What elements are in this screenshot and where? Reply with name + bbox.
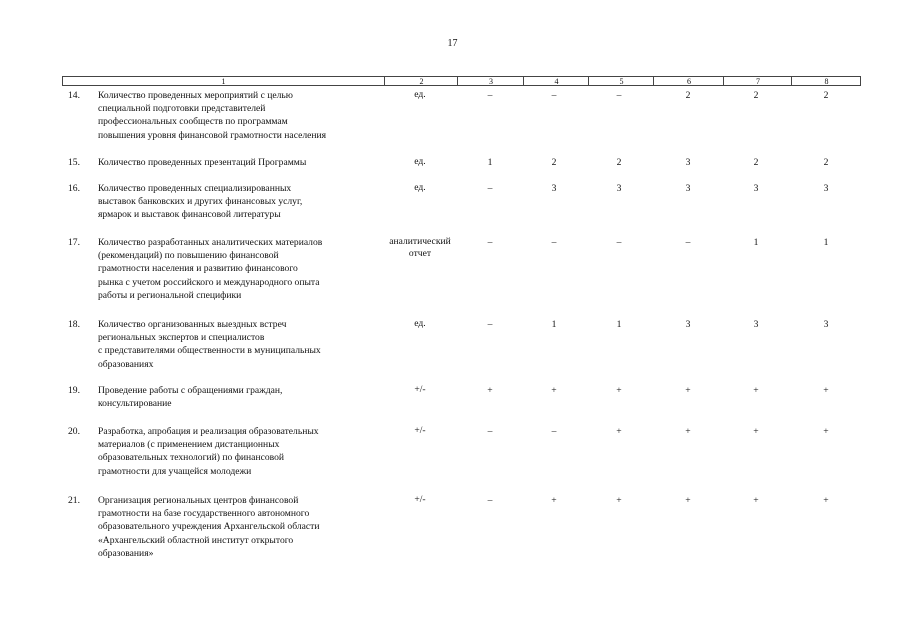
row-number: 17. (68, 237, 80, 248)
row-number: 16. (68, 183, 80, 194)
unit-line: ед. (414, 182, 426, 193)
row-number: 21. (68, 495, 80, 506)
value-col-7: + (753, 426, 759, 437)
value-col-7: 2 (753, 157, 759, 168)
value-col-3: – (487, 319, 493, 330)
row-unit (384, 182, 456, 194)
description-line: Количество проведенных презентаций Программы (98, 157, 307, 168)
header-cell-7: 7 (723, 77, 792, 86)
description-line: консультирование (98, 398, 172, 410)
value-col-8: 2 (823, 90, 829, 101)
value-col-5: 3 (616, 183, 622, 194)
value-col-5: + (616, 495, 622, 506)
row-unit (384, 494, 456, 506)
row-description (98, 89, 388, 142)
row-number: 15. (68, 157, 80, 168)
row-description (98, 425, 388, 478)
value-col-6: – (685, 237, 691, 248)
description-line: Количество проведенных мероприятий с целью (98, 90, 293, 101)
description-line: Количество проведенных специализированных (98, 183, 292, 194)
unit-line: +/- (414, 494, 426, 505)
value-col-8: 3 (823, 183, 829, 194)
row-unit (384, 318, 456, 330)
value-col-8: 3 (823, 319, 829, 330)
value-col-6: 2 (685, 90, 691, 101)
table-header (62, 76, 861, 86)
value-col-8: + (823, 385, 829, 396)
value-col-3: – (487, 237, 493, 248)
unit-line: +/- (414, 425, 426, 436)
description-line: образовательных технологий) по финансовой (98, 452, 285, 464)
description-line: работы и региональной специфики (98, 289, 242, 301)
unit-line: ед. (414, 156, 426, 167)
row-number: 20. (68, 426, 80, 437)
description-line: грамотности для учащейся молодежи (98, 465, 252, 477)
value-col-5: + (616, 385, 622, 396)
value-col-3: – (487, 426, 493, 437)
description-line: повышения уровня финансовой грамотности населения (98, 129, 327, 141)
value-col-5: 2 (616, 157, 622, 168)
row-unit (384, 384, 456, 396)
value-col-3: + (487, 385, 493, 396)
value-col-5: + (616, 426, 622, 437)
description-line: выставок банковских и других финансовых услуг, (98, 196, 303, 208)
header-cell-5: 5 (588, 77, 654, 86)
value-col-7: + (753, 385, 759, 396)
value-col-5: 1 (616, 319, 622, 330)
description-line: ярмарок и выставок финансовой литературы (98, 209, 281, 221)
value-col-7: 1 (753, 237, 759, 248)
row-unit (384, 89, 456, 101)
row-description (98, 182, 388, 222)
value-col-4: 2 (551, 157, 557, 168)
description-line: Проведение работы с обращениями граждан, (98, 385, 283, 396)
row-unit (384, 156, 456, 168)
header-cell-2: 2 (384, 77, 458, 86)
row-description (98, 236, 388, 302)
value-col-4: + (551, 385, 557, 396)
description-line: специальной подготовки представителей (98, 103, 266, 115)
row-description (98, 318, 388, 371)
header-cell-1: 1 (221, 77, 226, 86)
description-line: региональных экспертов и специалистов (98, 332, 265, 344)
header-cell-8: 8 (791, 77, 861, 86)
value-col-6: + (685, 495, 691, 506)
value-col-8: 1 (823, 237, 829, 248)
value-col-5: – (616, 90, 622, 101)
description-line: образованиях (98, 358, 154, 370)
description-line: Количество организованных выездных встреч (98, 319, 287, 330)
value-col-6: 3 (685, 157, 691, 168)
description-line: материалов (с применением дистанционных (98, 439, 280, 451)
row-description (98, 156, 388, 169)
unit-line: +/- (414, 384, 426, 395)
value-col-7: 3 (753, 183, 759, 194)
value-col-3: – (487, 495, 493, 506)
row-unit (384, 425, 456, 437)
value-col-4: – (551, 90, 557, 101)
value-col-4: 3 (551, 183, 557, 194)
value-col-3: 1 (487, 157, 493, 168)
header-cell-4: 4 (523, 77, 589, 86)
description-line: Разработка, апробация и реализация образовательных (98, 426, 319, 437)
row-description (98, 494, 388, 560)
value-col-4: 1 (551, 319, 557, 330)
value-col-3: – (487, 183, 493, 194)
value-col-7: 3 (753, 319, 759, 330)
value-col-5: – (616, 237, 622, 248)
unit-line: аналитический (389, 236, 451, 247)
unit-line: отчет (408, 248, 432, 259)
value-col-6: 3 (685, 319, 691, 330)
unit-line: ед. (414, 318, 426, 329)
value-col-4: – (551, 426, 557, 437)
description-line: грамотности населения и развитию финансового (98, 263, 298, 275)
row-description (98, 384, 388, 410)
page-number: 17 (447, 38, 458, 49)
value-col-6: + (685, 426, 691, 437)
description-line: образования» (98, 547, 154, 559)
value-col-4: – (551, 237, 557, 248)
description-line: (рекомендаций) по повышению финансовой (98, 250, 279, 262)
value-col-3: – (487, 90, 493, 101)
header-cell-3: 3 (457, 77, 524, 86)
value-col-7: 2 (753, 90, 759, 101)
description-line: образовательного учреждения Архангельской области (98, 521, 320, 533)
row-number: 19. (68, 385, 80, 396)
description-line: Организация региональных центров финансовой (98, 495, 299, 506)
description-line: «Архангельский областной институт открытого (98, 534, 294, 546)
description-line: грамотности на базе государственного автономного (98, 508, 310, 520)
value-col-6: + (685, 385, 691, 396)
value-col-8: 2 (823, 157, 829, 168)
value-col-8: + (823, 426, 829, 437)
row-unit (384, 236, 456, 260)
unit-line: ед. (414, 89, 426, 100)
header-cell-6: 6 (653, 77, 724, 86)
description-line: профессиональных сообществ по программам (98, 116, 288, 128)
value-col-4: + (551, 495, 557, 506)
row-number: 18. (68, 319, 80, 330)
description-line: рынка с учетом российского и международного опыта (98, 276, 320, 288)
description-line: с представителями общественности в муниципальных (98, 345, 321, 357)
row-number: 14. (68, 90, 80, 101)
value-col-8: + (823, 495, 829, 506)
value-col-7: + (753, 495, 759, 506)
value-col-6: 3 (685, 183, 691, 194)
description-line: Количество разработанных аналитических материалов (98, 237, 323, 248)
